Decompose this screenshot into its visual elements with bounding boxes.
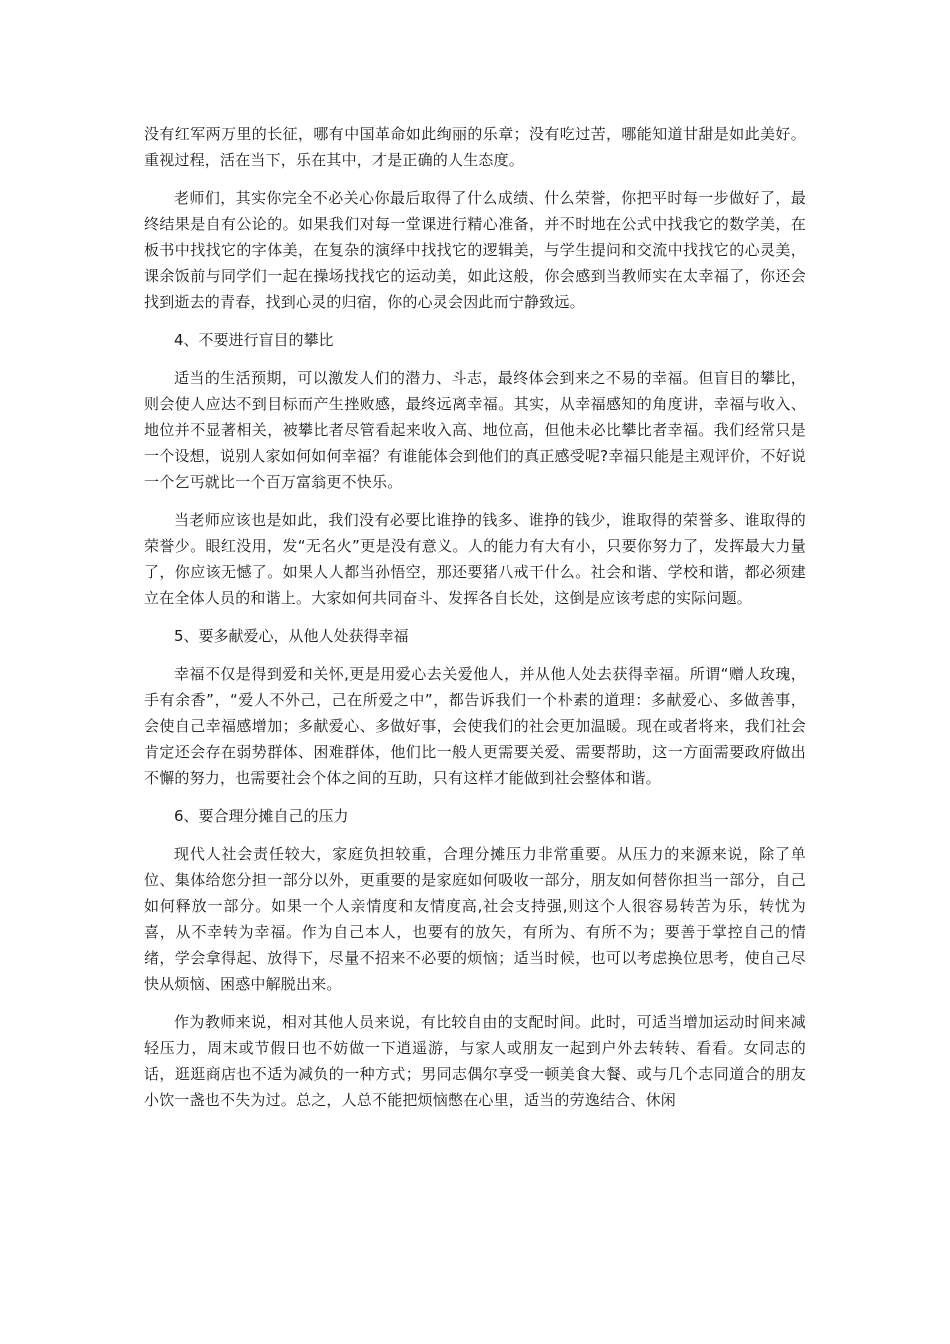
paragraph-share-pressure: 现代人社会责任较大，家庭负担较重，合理分摊压力非常重要。从压力的来源来说，除了单位、集体给您分担一部分以外，更重要的是家庭如何吸收一部分，朋友如何替你担当一部分，自己如何释放一部分。如果一个人亲情度和友情度高,社会支持强,则这个人很容易转苦为乐，转忧为喜，从不幸转为幸福。作为自己本人，也要有的放矢，有所为、有所不为；要善于掌控自己的情绪，学会拿得起、放得下，尽量不招来不必要的烦恼；适当时候，也可以考虑换位思考，使自己尽快从烦恼、困惑中解脱出来。 — [144, 845, 806, 993]
section-heading-6: 6、要合理分摊自己的压力 — [174, 807, 349, 825]
paragraph-love-and-care: 幸福不仅是得到爱和关怀,更是用爱心去关爱他人，并从他人处去获得幸福。所谓“赠人玫瑰，手有余香”，“爱人不外己，己在所爱之中”，都告诉我们一个朴素的道理：多献爱心、多做善事，会使自己幸福感增加；多献爱心、多做好事，会使我们的社会更加温暖。现在或者将来，我们社会肯定还会存在弱势群体、困难群体，他们比一般人更需要关爱、需要帮助，这一方面需要政府做出不懈的努力，也需要社会个体之间的互助，只有这样才能做到社会整体和谐。 — [144, 665, 806, 787]
paragraph-teachers-honor: 老师们，其实你完全不必关心你最后取得了什么成绩、什么荣誉，你把平时每一步做好了，最终结果是自有公论的。如果我们对每一堂课进行精心准备，并不时地在公式中找我它的数学美，在板书中找找它的字体美，在复杂的演绎中找找它的逻辑美，与学生提问和交流中找找它的心灵美，课余饭前与同学们一起在操场找找它的运动美，如此这般，你会感到当教师实在太幸福了，你还会找到逝去的青春，找到心灵的归宿，你的心灵会因此而宁静致远。 — [144, 189, 806, 311]
paragraph-teachers-free-time: 作为教师来说，相对其他人员来说，有比较自由的支配时间。此时，可适当增加运动时间来减轻压力，周末或节假日也不妨做一下逍遥游，与家人或朋友一起到户外去转转、看看。女同志的话，逛逛商店也不适为减负的一种方式；男同志偶尔享受一顿美食大餐、或与几个志同道合的朋友小饮一盏也不失为过。总之，人总不能把烦恼憋在心里，适当的劳逸结合、休闲 — [144, 1013, 806, 1109]
section-heading-5: 5、要多献爱心，从他人处获得幸福 — [174, 627, 409, 645]
document-page — [144, 121, 806, 1113]
paragraph-no-blind-comparison: 适当的生活预期，可以激发人们的潜力、斗志，最终体会到来之不易的幸福。但盲目的攀比，则会使人应达不到目标而产生挫败感，最终远离幸福。其实，从幸福感知的角度讲，幸福与收入、地位并不显著相关，被攀比者尽管看起来收入高、地位高，但他未必比攀比者幸福。我们经常只是一个设想，说别人家如何如何幸福？有谁能体会到他们的真正感受呢?幸福只能是主观评价，不好说一个乞丐就比一个百万富翁更不快乐。 — [144, 369, 806, 491]
paragraph-long-march: 没有红军两万里的长征，哪有中国革命如此绚丽的乐章；没有吃过苦，哪能知道甘甜是如此美好。重视过程，活在当下，乐在其中，才是正确的人生态度。 — [144, 125, 806, 169]
section-heading-4: 4、不要进行盲目的攀比 — [174, 331, 334, 349]
paragraph-teachers-comparison: 当老师应该也是如此，我们没有必要比谁挣的钱多、谁挣的钱少，谁取得的荣誉多、谁取得的荣誉少。眼红没用，发“无名火”更是没有意义。人的能力有大有小，只要你努力了，发挥最大力量了，你应该无憾了。如果人人都当孙悟空，那还要猪八戒干什么。社会和谐、学校和谐，都必须建立在全体人员的和谐上。大家如何共同奋斗、发挥各自长处，这倒是应该考虑的实际问题。 — [144, 511, 806, 607]
